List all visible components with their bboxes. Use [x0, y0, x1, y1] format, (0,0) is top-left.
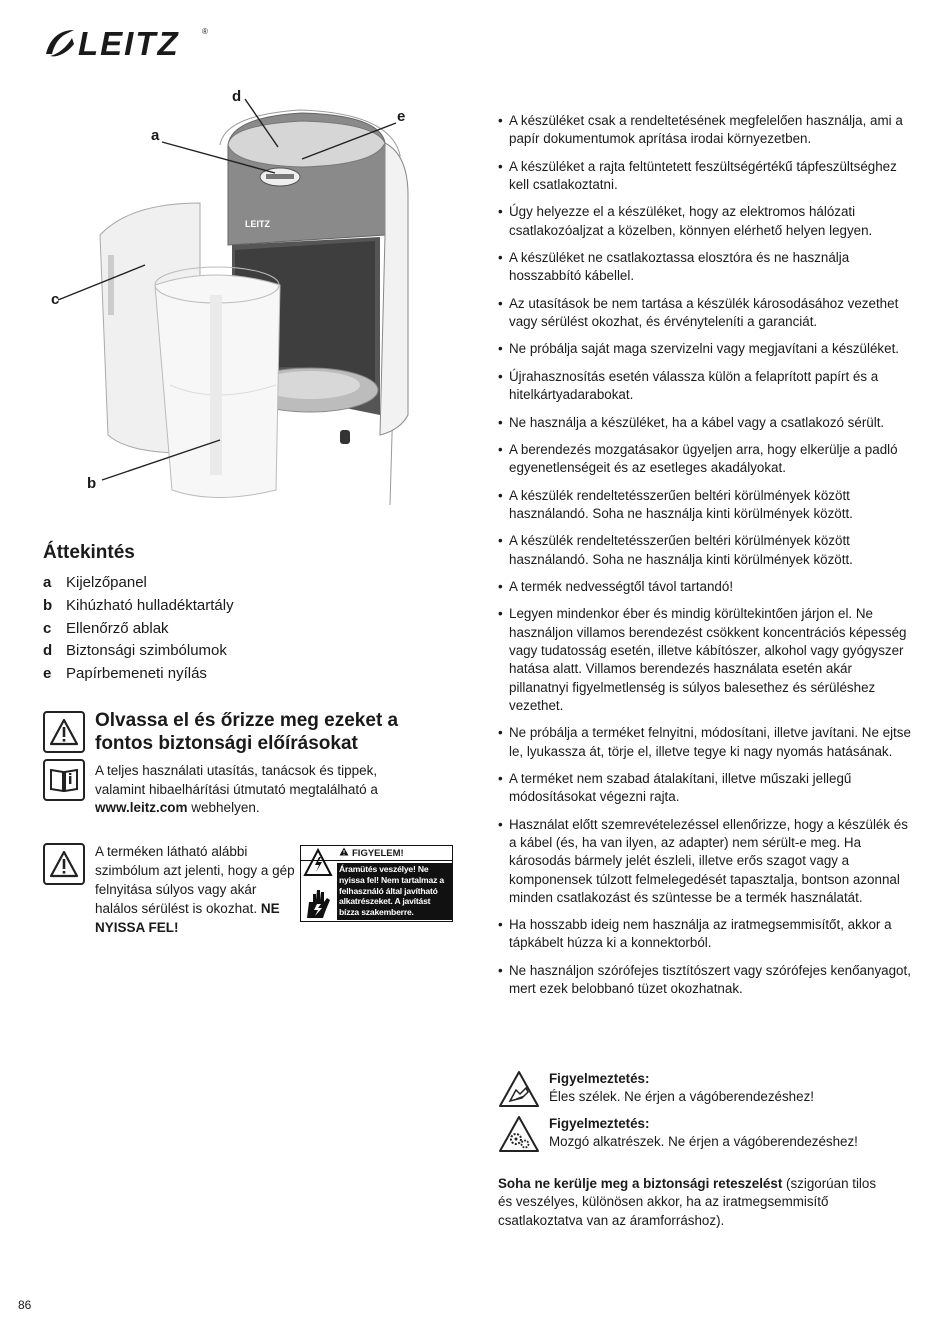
list-item: • Az utasítások be nem tartása a készülék károsodásához vezethet vagy sérülést okozhat, és érvényteleníti a garanciát. [498, 295, 912, 332]
list-item [43, 574, 234, 597]
read-manual-icon [43, 759, 85, 801]
sharp-edges-icon [498, 1070, 540, 1108]
list-item: • A készüléket csak a rendeltetésének megfelelően használja, ami a papír dokumentumok aprítása irodai környezetben. [498, 112, 912, 149]
list-item: • A készülék rendeltetésszerűen beltéri körülmények között használandó. Soha ne használja kinti körülmények között. [498, 532, 912, 569]
list-item: • Úgy helyezze el a készüléket, hogy az elektromos hálózati csatlakozóaljzat a közelben, könnyen elérhető helyen legyen. [498, 203, 912, 240]
warning-triangle-icon [43, 843, 85, 885]
caution-text: Mozgó alkatrészek. Ne érjen a vágóberendezéshez! [549, 1134, 858, 1150]
list-item: • Ha hosszabb ideig nem használja az iratmegsemmisítőt, akkor a tápkábelt húzza ki a konnektorból. [498, 916, 912, 953]
list-item [43, 665, 234, 688]
warning-label [300, 845, 453, 922]
symbol-text: A terméken látható alábbi szimbólum azt jelenti, hogy a gép felnyitása súlyos vagy akár halálos sérülést is okozhat. [95, 844, 295, 916]
item-key: a [43, 574, 52, 591]
list-item: • A termék nedvességtől távol tartandó! [498, 578, 912, 596]
item-label: Kijelzőpanel [66, 574, 147, 591]
callout-c: c [51, 291, 60, 308]
list-item: • Ne használjon szórófejes tisztítószert vagy szórófejes kenőanyagot, mert ezek belobbanó tüzet okozhatnak. [498, 962, 912, 999]
item-label: Kihúzható hulladéktartály [66, 596, 234, 614]
item-key: b [43, 596, 53, 614]
list-item: • A berendezés mozgatásakor ügyeljen arra, hogy elkerülje a padló egyenetlenségeit és az esetleges akadályokat. [498, 441, 912, 478]
list-item: • Újrahasznosítás esetén válassza külön a felaprított papírt és a hitelkártyadarabokat. [498, 368, 912, 405]
caution-title: Figyelmeztetés: [549, 1071, 650, 1086]
item-label: Ellenőrző ablak [66, 619, 169, 637]
moving-parts-icon [498, 1115, 540, 1153]
safety-title: Olvassa el és őrizze meg ezeket a fontos biztonsági előírásokat [95, 710, 399, 754]
overview-title: Áttekintés [43, 542, 135, 563]
safety-interlock-note [498, 1175, 888, 1230]
overview-list [43, 574, 234, 688]
label-body-text: Áramütés veszélye! Ne nyissa fel! Nem tartalmaz a felhasználó által javítható alkatrészeket. A javítást bízza szakemberre. [337, 863, 452, 920]
item-key: d [43, 642, 53, 660]
list-item: • Ne próbálja a terméket felnyitni, módosítani, illetve javítani. Ne ejtse le, lyukassza át, törje el, illetve tegye ki nagy nyomás hatásának. [498, 724, 912, 761]
do-not-open-text: NE NYISSA FEL! [95, 901, 280, 935]
list-item [43, 642, 234, 665]
item-key: e [43, 665, 52, 683]
caution-title: Figyelmeztetés: [549, 1116, 650, 1131]
read-text-pre: A teljes használati utasítás, tanácsok és tippek, valamint hibaelhárítási útmutató megtalálható a [95, 763, 378, 797]
device-logo: LEITZ [245, 219, 270, 229]
electric-shock-icon [303, 848, 333, 878]
list-item: • A készülék rendeltetésszerűen beltéri körülmények között használandó. Soha ne használja kinti körülmények között. [498, 487, 912, 524]
list-item: • Használat előtt szemrevételezéssel ellenőrizze, hogy a készülék és a kábel (és, ha van ilyen, az adapter) nem sérült-e meg. Ha károsodás bármely jelét észleli, illetve erős szagot vagy a komponensek túlzott felmelegedését tapasztalja, bontson azonnal minden csatlakozást és szüntesse be a termék használatát. [498, 816, 912, 907]
callout-a: a [151, 127, 160, 144]
list-item [43, 597, 234, 620]
leitz-logo-mark [44, 24, 224, 60]
item-key: c [43, 619, 52, 637]
list-item: • Ne próbálja saját maga szervizelni vagy megjavítani a készüléket. [498, 340, 912, 358]
list-item [43, 620, 234, 643]
callout-d: d [232, 88, 242, 105]
symbol-explanation [95, 842, 295, 937]
label-warning-icon [339, 847, 349, 859]
caution-text: Éles szélek. Ne érjen a vágóberendezéshez! [549, 1089, 814, 1105]
list-item: • Legyen mindenkor éber és mindig körültekintően járjon el. Ne használjon villamos berendezést csökkent koncentrációs képesség vagy tudatosság esetén, illetve kábítószer, alkohol vagy gyógyszer hatása alatt. Villamos berendezés használata esetén akár pillanatnyi figyelmetlenség is súlyos balesethez és sérüléshez vezethet. [498, 605, 912, 715]
list-item: • A terméket nem szabad átalakítani, illetve műszaki jellegű módosításokat végezni rajta. [498, 770, 912, 807]
callout-e: e [397, 108, 406, 125]
read-manual-text [95, 762, 425, 818]
registered-mark: ® [202, 27, 208, 36]
list-item: • A készüléket a rajta feltüntetett feszültségértékű tápfeszültséghez kell csatlakoztatni. [498, 158, 912, 195]
website-link[interactable]: www.leitz.com [95, 800, 188, 815]
logo-text: LEITZ [78, 25, 180, 60]
warning-triangle-icon [43, 711, 85, 753]
caution-sharp-edges [549, 1070, 814, 1107]
callout-b: b [87, 475, 97, 492]
page-number: 86 [18, 1298, 32, 1312]
item-label: Biztonsági szimbólumok [66, 642, 227, 660]
hand-hazard-icon [303, 884, 335, 920]
final-rest: (szigorúan tilos és veszélyes, különösen akkor, ha az iratmegsemmisítő csatlakoztatva van az áramforráshoz). [498, 1176, 877, 1228]
item-label: Papírbemeneti nyílás [66, 665, 207, 683]
shredder-drawing [40, 85, 470, 505]
shredder-illustration [40, 85, 470, 505]
safety-rules-list [498, 112, 912, 1008]
list-item: • A készüléket ne csatlakoztassa elosztóra és ne használja hosszabbító kábellel. [498, 249, 912, 286]
label-title: FIGYELEM! [352, 847, 404, 859]
caution-moving-parts [549, 1115, 858, 1152]
leitz-logo [44, 24, 224, 60]
list-item: • Ne használja a készüléket, ha a kábel vagy a csatlakozó sérült. [498, 414, 912, 432]
final-strong: Soha ne kerülje meg a biztonsági reteszelést [498, 1176, 783, 1191]
read-text-post: webhelyen. [187, 800, 260, 815]
